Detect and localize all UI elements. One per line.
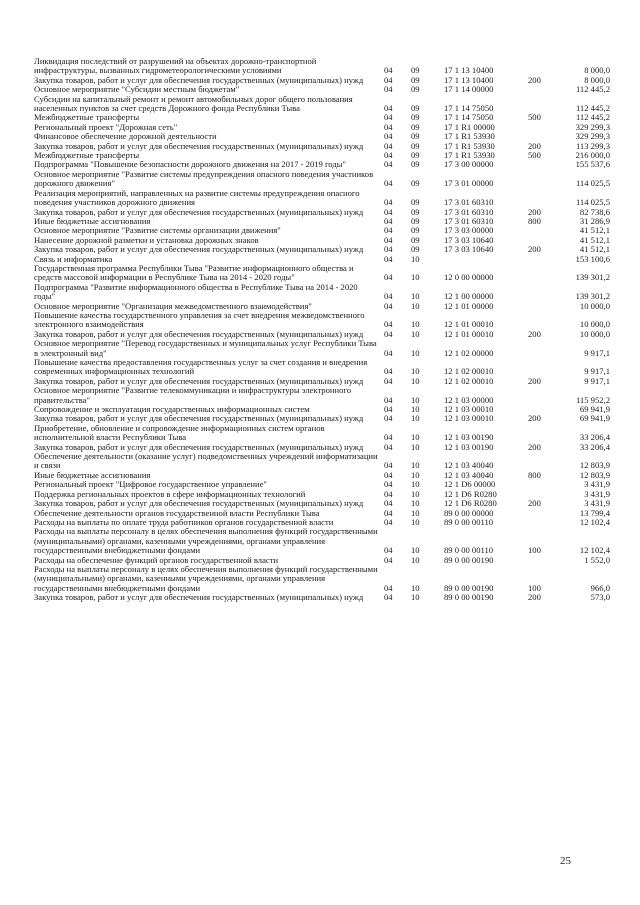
row-name-cell: Подпрограмма "Развитие информационного общества в Республике Тыва на 2014 - 2020 годы" xyxy=(34,281,358,302)
row-target-code-cell: 12 1 D6 R0280 xyxy=(444,488,497,499)
row-amount-cell: 3 431,9 xyxy=(584,498,610,509)
row-subsection-cell: 10 xyxy=(411,582,420,593)
row-target-code-cell: 89 0 00 00110 xyxy=(444,516,494,527)
row-section-cell: 04 xyxy=(384,140,393,151)
row-section-cell: 04 xyxy=(384,103,393,114)
row-name-cell: Закупка товаров, работ и услуг для обеспечения государственных (муниципальных) нужд xyxy=(34,328,364,339)
row-target-code-cell: 12 1 00 00000 xyxy=(444,291,494,302)
row-target-code-cell: 12 1 03 00010 xyxy=(444,404,494,415)
row-subsection-cell: 09 xyxy=(411,225,420,236)
row-name-cell: Повышение качества государственного управления за счет внедрения межведомственного электронного взаимодействия xyxy=(34,309,365,330)
row-name-cell: Закупка товаров, работ и услуг для обеспечения государственных (муниципальных) нужд xyxy=(34,592,364,603)
row-section-cell: 04 xyxy=(384,225,393,236)
row-section-cell: 04 xyxy=(384,460,393,471)
row-target-code-cell: 17 1 14 75050 xyxy=(444,103,494,114)
row-section-cell: 04 xyxy=(384,479,393,490)
row-amount-cell: 10 000,0 xyxy=(579,328,610,339)
row-amount-cell: 41 512,1 xyxy=(579,244,610,255)
row-expense-type-cell: 200 xyxy=(528,140,541,151)
row-expense-type-cell: 500 xyxy=(528,112,541,123)
row-amount-cell: 3 431,9 xyxy=(584,488,610,499)
row-name-cell: Обеспечение деятельности органов государственной власти Республики Тыва xyxy=(34,507,320,518)
row-amount-cell: 155 537,6 xyxy=(575,159,610,170)
row-section-cell: 04 xyxy=(384,178,393,189)
row-target-code-cell: 17 3 01 60310 xyxy=(444,206,494,217)
row-section-cell: 04 xyxy=(384,84,393,95)
row-amount-cell: 329 299,3 xyxy=(575,121,610,132)
row-subsection-cell: 09 xyxy=(411,74,420,85)
row-expense-type-cell: 200 xyxy=(528,328,541,339)
row-subsection-cell: 10 xyxy=(411,375,420,386)
row-subsection-cell: 10 xyxy=(411,554,420,565)
row-subsection-cell: 10 xyxy=(411,545,420,556)
row-section-cell: 04 xyxy=(384,253,393,264)
row-section-cell: 04 xyxy=(384,432,393,443)
row-section-cell: 04 xyxy=(384,121,393,132)
table-row xyxy=(34,593,610,602)
row-section-cell: 04 xyxy=(384,507,393,518)
row-section-cell: 04 xyxy=(384,131,393,142)
row-section-cell: 04 xyxy=(384,74,393,85)
row-amount-cell: 139 301,2 xyxy=(575,291,610,302)
row-name-cell: Расходы на выплаты по оплате труда работников органов государственной власти xyxy=(34,516,334,527)
row-target-code-cell: 12 1 D6 00000 xyxy=(444,479,496,490)
row-target-code-cell: 17 3 01 60310 xyxy=(444,215,494,226)
row-name-cell: Межбюджетные трансферты xyxy=(34,112,140,123)
row-section-cell: 04 xyxy=(384,291,393,302)
row-target-code-cell: 17 3 00 00000 xyxy=(444,159,494,170)
row-name-cell: Расходы на выплаты персоналу в целях обеспечения выполнения функций государственными (муниципальными) органами, казенными учреждениями, органами управления государственными внебюджетными фондами xyxy=(34,563,378,593)
row-subsection-cell: 10 xyxy=(411,460,420,471)
row-name-cell: Закупка товаров, работ и услуг для обеспечения государственных (муниципальных) нужд xyxy=(34,244,364,255)
row-section-cell: 04 xyxy=(384,554,393,565)
table-row xyxy=(34,264,610,283)
row-section-cell: 04 xyxy=(384,319,393,330)
row-subsection-cell: 10 xyxy=(411,253,420,264)
row-target-code-cell: 12 1 02 00010 xyxy=(444,366,494,377)
row-name-cell: Закупка товаров, работ и услуг для обеспечения государственных (муниципальных) нужд xyxy=(34,206,364,217)
row-amount-cell: 113 299,3 xyxy=(575,140,610,151)
row-target-code-cell: 12 1 03 00190 xyxy=(444,432,494,443)
row-name-cell: Основное мероприятие "Организация межведомственного взаимодействия" xyxy=(34,300,312,311)
row-name-cell: Межбюджетные трансферты xyxy=(34,150,140,161)
row-amount-cell: 9 917,1 xyxy=(584,347,610,358)
row-amount-cell: 112 445,2 xyxy=(575,112,610,123)
row-name-cell: Закупка товаров, работ и услуг для обеспечения государственных (муниципальных) нужд xyxy=(34,140,364,151)
row-subsection-cell: 10 xyxy=(411,272,420,283)
row-section-cell: 04 xyxy=(384,215,393,226)
row-subsection-cell: 09 xyxy=(411,244,420,255)
row-section-cell: 04 xyxy=(384,347,393,358)
row-section-cell: 04 xyxy=(384,272,393,283)
row-target-code-cell: 17 1 R1 53930 xyxy=(444,150,495,161)
table-row xyxy=(34,189,610,208)
row-target-code-cell: 17 1 R1 53930 xyxy=(444,131,495,142)
row-name-cell: Региональный проект "Цифровое государственное управление" xyxy=(34,479,267,490)
row-amount-cell: 13 799,4 xyxy=(579,507,610,518)
row-name-cell: Закупка товаров, работ и услуг для обеспечения государственных (муниципальных) нужд xyxy=(34,375,364,386)
row-target-code-cell: 17 1 13 10400 xyxy=(444,65,494,76)
row-target-code-cell: 17 3 01 60310 xyxy=(444,197,494,208)
row-name-cell: Основное мероприятие "Развитие системы организации движения" xyxy=(34,225,281,236)
row-expense-type-cell: 200 xyxy=(528,244,541,255)
row-section-cell: 04 xyxy=(384,65,393,76)
row-amount-cell: 139 301,2 xyxy=(575,272,610,283)
row-amount-cell: 115 952,2 xyxy=(575,394,610,405)
table-row xyxy=(34,283,610,302)
row-name-cell: Закупка товаров, работ и услуг для обеспечения государственных (муниципальных) нужд xyxy=(34,74,364,85)
row-target-code-cell: 17 1 R1 00000 xyxy=(444,121,495,132)
row-name-cell: Закупка товаров, работ и услуг для обеспечения государственных (муниципальных) нужд xyxy=(34,441,364,452)
row-section-cell: 04 xyxy=(384,404,393,415)
row-target-code-cell: 89 0 00 00000 xyxy=(444,507,494,518)
table-row xyxy=(34,57,610,76)
row-expense-type-cell: 200 xyxy=(528,375,541,386)
row-expense-type-cell: 200 xyxy=(528,74,541,85)
row-subsection-cell: 09 xyxy=(411,215,420,226)
row-subsection-cell: 10 xyxy=(411,498,420,509)
row-section-cell: 04 xyxy=(384,488,393,499)
row-section-cell: 04 xyxy=(384,159,393,170)
row-section-cell: 04 xyxy=(384,498,393,509)
row-name-cell: Приобретение, обновление и сопровождение информационных систем органов исполнительной власти Республики Тыва xyxy=(34,422,325,443)
row-target-code-cell: 89 0 00 00190 xyxy=(444,554,494,565)
row-name-cell: Подпрограмма "Повышение безопасности дорожного движения на 2017 - 2019 годы" xyxy=(34,159,347,170)
row-subsection-cell: 10 xyxy=(411,488,420,499)
row-name-cell: Связь и информатика xyxy=(34,253,113,264)
table-row xyxy=(34,424,610,443)
table-row xyxy=(34,339,610,358)
row-amount-cell: 41 512,1 xyxy=(579,234,610,245)
row-name-cell: Финансовое обеспечение дорожной деятельности xyxy=(34,131,217,142)
row-name-cell: Иные бюджетные ассигнования xyxy=(34,469,151,480)
row-subsection-cell: 09 xyxy=(411,121,420,132)
row-target-code-cell: 12 1 03 40040 xyxy=(444,460,494,471)
row-target-code-cell: 12 1 03 00000 xyxy=(444,394,494,405)
row-section-cell: 04 xyxy=(384,197,393,208)
budget-table xyxy=(34,57,610,603)
row-section-cell: 04 xyxy=(384,582,393,593)
row-subsection-cell: 09 xyxy=(411,197,420,208)
table-row xyxy=(34,452,610,471)
row-amount-cell: 3 431,9 xyxy=(584,479,610,490)
row-section-cell: 04 xyxy=(384,545,393,556)
row-section-cell: 04 xyxy=(384,592,393,603)
row-amount-cell: 8 000,0 xyxy=(584,65,610,76)
row-expense-type-cell: 200 xyxy=(528,498,541,509)
row-name-cell: Ликвидация последствий от разрушений на объектах дорожно-транспортной инфраструктуры, вызванных гидрометеорологическими условиями xyxy=(34,56,317,76)
row-amount-cell: 69 941,9 xyxy=(579,404,610,415)
row-amount-cell: 9 917,1 xyxy=(584,366,610,377)
row-section-cell: 04 xyxy=(384,234,393,245)
row-amount-cell: 10 000,0 xyxy=(579,300,610,311)
row-name-cell: Расходы на обеспечение функций органов государственной власти xyxy=(34,554,279,565)
row-name-cell: Сопровождение и эксплуатация государственных информационных систем xyxy=(34,404,310,415)
row-name-cell: Закупка товаров, работ и услуг для обеспечения государственных (муниципальных) нужд xyxy=(34,498,364,509)
row-section-cell: 04 xyxy=(384,394,393,405)
row-expense-type-cell: 200 xyxy=(528,441,541,452)
row-name-cell: Основное мероприятие "Субсидии местным бюджетам" xyxy=(34,84,240,95)
row-target-code-cell: 17 3 01 00000 xyxy=(444,178,494,189)
row-target-code-cell: 12 1 03 40040 xyxy=(444,469,494,480)
row-subsection-cell: 09 xyxy=(411,131,420,142)
row-target-code-cell: 12 1 02 00000 xyxy=(444,347,494,358)
row-section-cell: 04 xyxy=(384,441,393,452)
row-expense-type-cell: 800 xyxy=(528,215,541,226)
row-expense-type-cell: 200 xyxy=(528,413,541,424)
row-subsection-cell: 10 xyxy=(411,441,420,452)
row-amount-cell: 12 803,9 xyxy=(579,469,610,480)
row-section-cell: 04 xyxy=(384,328,393,339)
row-subsection-cell: 09 xyxy=(411,178,420,189)
row-section-cell: 04 xyxy=(384,150,393,161)
row-subsection-cell: 10 xyxy=(411,516,420,527)
row-subsection-cell: 09 xyxy=(411,84,420,95)
row-section-cell: 04 xyxy=(384,516,393,527)
table-row xyxy=(34,565,610,593)
row-subsection-cell: 09 xyxy=(411,103,420,114)
row-target-code-cell: 17 1 R1 53930 xyxy=(444,140,495,151)
table-row xyxy=(34,245,610,254)
row-amount-cell: 153 100,6 xyxy=(575,253,610,264)
page-number: 25 xyxy=(560,855,571,867)
row-subsection-cell: 10 xyxy=(411,479,420,490)
row-amount-cell: 82 738,6 xyxy=(579,206,610,217)
row-target-code-cell: 12 1 03 00010 xyxy=(444,413,494,424)
table-row xyxy=(34,95,610,114)
row-target-code-cell: 89 0 00 00190 xyxy=(444,582,494,593)
row-subsection-cell: 09 xyxy=(411,140,420,151)
row-amount-cell: 69 941,9 xyxy=(579,413,610,424)
row-subsection-cell: 10 xyxy=(411,469,420,480)
row-amount-cell: 33 206,4 xyxy=(579,432,610,443)
row-name-cell: Государственная программа Республики Тыва "Развитие информационного общества и средств массовой информации в Республике Тыва на 2014 - 2020 годы" xyxy=(34,262,354,283)
row-amount-cell: 12 803,9 xyxy=(579,460,610,471)
row-subsection-cell: 10 xyxy=(411,413,420,424)
row-subsection-cell: 09 xyxy=(411,234,420,245)
row-target-code-cell: 12 1 D6 R0280 xyxy=(444,498,497,509)
row-section-cell: 04 xyxy=(384,244,393,255)
row-target-code-cell: 12 0 00 00000 xyxy=(444,272,494,283)
row-amount-cell: 31 286,9 xyxy=(579,215,610,226)
row-subsection-cell: 10 xyxy=(411,300,420,311)
row-expense-type-cell: 800 xyxy=(528,469,541,480)
table-row xyxy=(34,527,610,555)
row-subsection-cell: 10 xyxy=(411,592,420,603)
row-subsection-cell: 09 xyxy=(411,159,420,170)
row-amount-cell: 112 445,2 xyxy=(575,103,610,114)
row-subsection-cell: 10 xyxy=(411,507,420,518)
row-subsection-cell: 10 xyxy=(411,404,420,415)
row-name-cell: Региональный проект "Дорожная сеть" xyxy=(34,121,178,132)
row-amount-cell: 9 917,1 xyxy=(584,375,610,386)
row-expense-type-cell: 200 xyxy=(528,206,541,217)
row-amount-cell: 33 206,4 xyxy=(579,441,610,452)
row-target-code-cell: 17 1 14 00000 xyxy=(444,84,494,95)
row-target-code-cell: 89 0 00 00190 xyxy=(444,592,494,603)
row-expense-type-cell: 100 xyxy=(528,545,541,556)
row-amount-cell: 12 102,4 xyxy=(579,545,610,556)
row-expense-type-cell: 500 xyxy=(528,150,541,161)
row-section-cell: 04 xyxy=(384,366,393,377)
row-subsection-cell: 10 xyxy=(411,394,420,405)
row-name-cell: Обеспечение деятельности (оказание услуг) подведомственных учреждений информатизации и связи xyxy=(34,451,378,471)
row-amount-cell: 966,0 xyxy=(590,582,610,593)
row-subsection-cell: 10 xyxy=(411,319,420,330)
row-amount-cell: 12 102,4 xyxy=(579,516,610,527)
row-amount-cell: 112 445,2 xyxy=(575,84,610,95)
row-subsection-cell: 10 xyxy=(411,291,420,302)
row-amount-cell: 41 512,1 xyxy=(579,225,610,236)
row-section-cell: 04 xyxy=(384,413,393,424)
row-subsection-cell: 09 xyxy=(411,65,420,76)
row-name-cell: Закупка товаров, работ и услуг для обеспечения государственных (муниципальных) нужд xyxy=(34,413,364,424)
row-target-code-cell: 12 1 01 00000 xyxy=(444,300,494,311)
row-section-cell: 04 xyxy=(384,112,393,123)
row-amount-cell: 114 025,5 xyxy=(575,197,610,208)
row-target-code-cell: 17 3 03 10640 xyxy=(444,244,494,255)
row-target-code-cell: 17 1 14 75050 xyxy=(444,112,494,123)
row-target-code-cell: 12 1 03 00190 xyxy=(444,441,494,452)
row-target-code-cell: 17 1 13 10400 xyxy=(444,74,494,85)
row-expense-type-cell: 100 xyxy=(528,582,541,593)
row-name-cell: Субсидии на капитальный ремонт и ремонт автомобильных дорог общего пользования населенных пунктов за счет средств Дорожного фонда Республики Тыва xyxy=(34,93,353,114)
row-section-cell: 04 xyxy=(384,375,393,386)
row-name-cell: Повышение качества предоставления государственных услуг за счет создания и внедрения современных информационных технологий xyxy=(34,357,368,377)
row-subsection-cell: 10 xyxy=(411,432,420,443)
table-row xyxy=(34,386,610,405)
row-name-cell: Реализация мероприятий, направленных на развитие системы предупреждения опасного поведения участников дорожного движения xyxy=(34,187,360,208)
row-subsection-cell: 10 xyxy=(411,328,420,339)
row-name-cell: Нанесение дорожной разметки и установка дорожных знаков xyxy=(34,234,259,245)
row-expense-type-cell: 200 xyxy=(528,592,541,603)
table-row xyxy=(34,358,610,377)
row-subsection-cell: 10 xyxy=(411,347,420,358)
row-name-cell: Расходы на выплаты персоналу в целях обеспечения выполнения функций государственными (муниципальными) органами, казенными учреждениями, органами управления государственными внебюджетными фондами xyxy=(34,526,378,556)
row-subsection-cell: 09 xyxy=(411,112,420,123)
row-subsection-cell: 10 xyxy=(411,366,420,377)
row-subsection-cell: 09 xyxy=(411,150,420,161)
row-subsection-cell: 09 xyxy=(411,206,420,217)
row-amount-cell: 216 000,0 xyxy=(575,150,610,161)
row-name-cell: Основное мероприятие "Развитие системы предупреждения опасного поведения участников дорожного движения" xyxy=(34,168,374,189)
row-amount-cell: 8 000,0 xyxy=(584,74,610,85)
row-target-code-cell: 12 1 01 00010 xyxy=(444,319,494,330)
row-target-code-cell: 17 3 03 00000 xyxy=(444,225,494,236)
row-name-cell: Основное мероприятие "Перевод государственных и муниципальных услуг Республики Тыва в электронный вид" xyxy=(34,338,377,358)
row-section-cell: 04 xyxy=(384,469,393,480)
table-row xyxy=(34,170,610,189)
row-section-cell: 04 xyxy=(384,206,393,217)
row-name-cell: Поддержка региональных проектов в сфере информационных технологий xyxy=(34,488,306,499)
row-amount-cell: 10 000,0 xyxy=(579,319,610,330)
row-target-code-cell: 12 1 02 00010 xyxy=(444,375,494,386)
row-amount-cell: 1 552,0 xyxy=(584,554,610,565)
row-name-cell: Основное мероприятие "Развитие телекоммуникации и инфраструктуры электронного правительства" xyxy=(34,385,351,405)
row-target-code-cell: 12 1 01 00010 xyxy=(444,328,494,339)
row-amount-cell: 573,0 xyxy=(590,592,610,603)
table-row xyxy=(34,311,610,330)
row-amount-cell: 329 299,3 xyxy=(575,131,610,142)
row-target-code-cell: 17 3 03 10640 xyxy=(444,234,494,245)
row-name-cell: Иные бюджетные ассигнования xyxy=(34,215,151,226)
row-target-code-cell: 89 0 00 00110 xyxy=(444,545,494,556)
row-amount-cell: 114 025,5 xyxy=(575,178,610,189)
row-section-cell: 04 xyxy=(384,300,393,311)
